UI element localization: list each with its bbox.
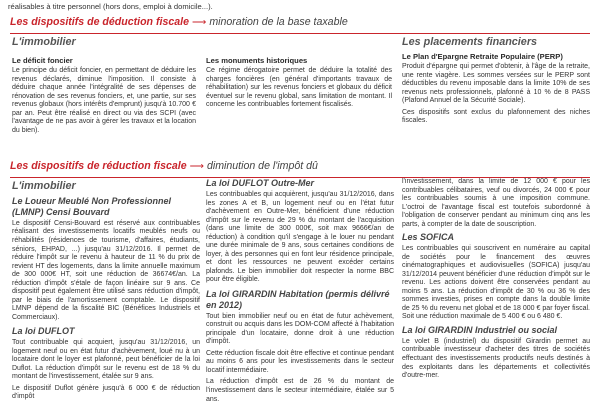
deficit-foncier-block (12, 56, 196, 160)
perp-text: Produit d'épargne qui permet d'obtenir, à l'âge de la retraite, une rente viagère. Les sommes versées sur le PERP sont déductibles du revenu imposable dans la limite 10% de ses revenus nets professionnels, plafonné à 10 % de 8 PASS (Plafond Annuel de la Sécurité Sociale). (402, 63, 590, 105)
reduction-title: Les dispositifs de réduction fiscale (10, 160, 187, 172)
reduction-col-1 (12, 196, 200, 403)
deduction-title: Les dispositifs de déduction fiscale (10, 16, 189, 28)
sofica-text: Les contribuables qui souscrivent en numéraire au capital de sociétés pour le financement des œuvres cinématographiques et audiovisuelles (SOFICA) jusqu'au 31/12/2014 peuvent bénéficier d'une réduction d'impôt sur le revenu. Les actions doivent être conservées pendant au moins 5 ans. La réduction d'impôt de 30 % ou 36 % des sommes investies, prises en compte dans la double limite de 25 % du revenu net global et de 18 000 € par foyer fiscal. Soit une réduction maximale de 5 400 € ou 6 480 €. (402, 245, 590, 321)
deduction-subtitle: minoration de la base taxable (209, 16, 348, 28)
perp-block (402, 52, 590, 160)
reduction-header (10, 160, 590, 174)
arrow-right-icon: ⟶ (189, 161, 204, 172)
duflot-om-heading: La loi DUFLOT Outre-Mer (206, 178, 314, 188)
monuments-text: Ce régime dérogatoire permet de déduire la totalité des charges foncières (en général d'importants travaux de réhabilitation) sur les revenus fonciers et globaux du déficit éventuel sur le revenu global, sans limitation de montant. Il concerne les contribuables fortement fiscalisés. (206, 67, 392, 109)
reduction-col-2 (206, 178, 394, 403)
col3-intro-text: l'investissement, dans la limite de 12 000 € pour les contribuables célibataires, veuf ou divorcés, 24 000 € pour les contribuables soumis à une imposition commune. L'octroi de l'avantage fiscal est toutefois subordonné à l'obligation de conserver pendant au minimum cinq ans les parts, à compter de la date de souscription. (402, 178, 590, 228)
perp-heading: Le Plan d'Epargne Retraite Populaire (PERP) (402, 52, 563, 61)
deficit-text: Le principe du déficit foncier, en permettant de déduire les revenus déclarés, diminue l'imposition. Il consiste à déduire chaque année l'intégralité de ses dépenses de rénovation de ses revenus fonciers, et, une partie, sur ses revenus globaux (hors intérêts d'emprunt) jusqu'à 10.700 € par an. Peut être réalisé en direct ou via des SCPI (avec l'avantage de ne pas avoir à gérer les travaux et la location du bien). (12, 67, 196, 134)
deduction-divider (10, 33, 590, 34)
lmnp-text: Le dispositif Censi-Bouvard est réservé aux contribuables réalisant des investissements locatifs meublés neufs ou réhabilités (résidences de tourisme, d'affaires, étudiants, séniors, EHPAD, ...) jusqu'au 31/12/2016. Il permet de réduire l'impôt sur le revenu à hauteur de 11 % du prix de revient HT des logements, dans la limite annuelle maximum de 300 000€ HT, soit une réduction de 36674€/an. La réduction d'impôt s'étale de façon linéaire sur 9 ans. Ce dispositif peut également être utilisé sans réduction d'impôt, par le biais de l'amortissement comptable. Le dispositif LMNP dépend de la fiscalité BIC (Bénéfices Industriels et Commerciaux). (12, 219, 200, 321)
arrow-right-icon: ⟶ (191, 17, 207, 28)
deficit-heading: Le déficit foncier (12, 56, 73, 65)
duflot-om-text: Les contribuables qui acquièrent, jusqu'au 31/12/2016, dans les zones A et B, un logement neuf ou en l'état futur d'achèvement en Outre-Mer, bénéficient d'une réduction d'impôt sur le revenu de 29 % du montant de l'acquisition (dans une limite de 300 000€, soit max 9666€/an de réduction) à condition qu'il s'engage à le louer nu pendant une durée minimale de 9 ans, sous certaines conditions de loyer, à des personnes qui en font leur résidence principale, et dont les ressources ne peuvent excéder certains plafonds. Le bien immobilier doit respecter la norme BBC pour être éligible. (206, 190, 394, 284)
top-fragment: réalisables à titre personnel (hors dons, emploi à domicile...). (8, 2, 213, 11)
girardin-hab-text: Tout bien immobilier neuf ou en état de futur achèvement, construit ou acquis dans les DOM-COM affecté à l'habitation principale d'un locataire, donne droit à une réduction d'impôt. (206, 312, 394, 346)
girardin-hab-heading: La loi GIRARDIN Habitation (permis délivré en 2012) (206, 288, 390, 310)
deduction-cat-immobilier: L'immobilier (12, 36, 76, 48)
girardin-ind-text: Le volet B (industriel) du dispositif Girardin permet au contribuable investisseur d'acheter des titres de sociétés effectuant des investissements productifs neufs destinés à des exploitants dans les départements et collectivités d'outre-mer. (402, 337, 590, 380)
perp-text2: Ces dispositifs sont exclus du plafonnement des niches fiscales. (402, 108, 590, 125)
monuments-heading: Les monuments historiques (206, 56, 308, 65)
duflot-heading: La loi DUFLOT (12, 326, 75, 337)
reduction-subtitle: diminution de l'impôt dû (206, 160, 318, 172)
duflot-text2: Le dispositif Duflot génère jusqu'à 6 000 € de réduction d'impôt (12, 384, 200, 401)
girardin-ind-heading: La loi GIRARDIN Industriel ou social (402, 324, 558, 335)
sofica-heading: Les SOFICA (402, 232, 455, 243)
lmnp-heading: Le Loueur Meublé Non Professionnel (LMNP) Censi Bouvard (12, 196, 172, 217)
girardin-hab-text2: Cette réduction fiscale doit être effective et continue pendant au moins 6 ans pour les investissements dans le secteur locatif intermédiaire. (206, 349, 394, 374)
deduction-header (10, 16, 590, 30)
reduction-col-3 (402, 178, 590, 403)
monuments-block (206, 56, 392, 160)
deduction-cat-placements: Les placements financiers (402, 36, 538, 48)
girardin-hab-text3: La réduction d'impôt est de 26 % du montant de l'investissement dans le secteur intermédiaire, étalée sur 5 ans. (206, 378, 394, 403)
reduction-cat-immobilier: L'immobilier (12, 180, 76, 192)
duflot-text: Tout contribuable qui acquiert, jusqu'au 31/12/2016, un logement neuf ou en état futur d'achèvement, loué nu à un locataire dont le loyer est plafonné, peut bénéficier de la loi Duflot. La réduction d'impôt sur le revenu est de 18 % du montant de l'investissement, étalée sur 9 ans. (12, 339, 200, 381)
